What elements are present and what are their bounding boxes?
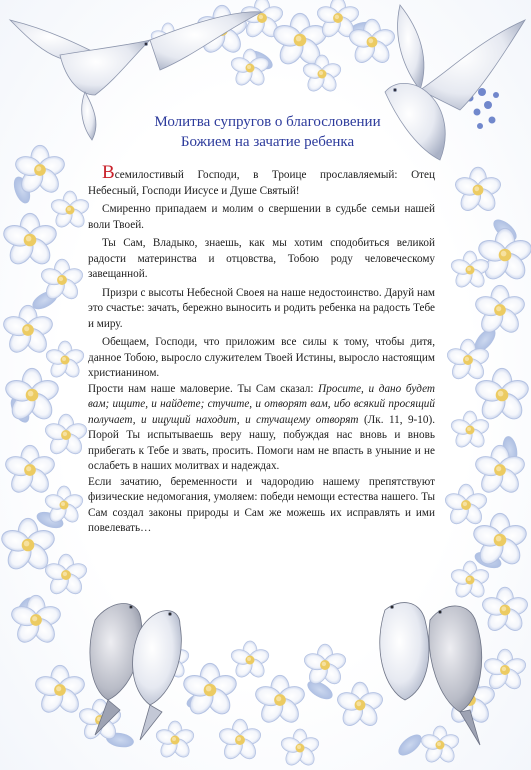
- paragraph-7: Если зачатию, беременности и чадородию нашему препятствуют физические недомогания, умоляем: победи немощи естества нашего. Ты Сам создал законы природы и Сам же можешь их исправлять и ими повелевать…: [88, 475, 435, 534]
- prayer-body: [88, 162, 435, 537]
- doves-bottom-right: [380, 603, 482, 745]
- paragraph-1: [88, 162, 435, 199]
- drop-cap: В: [102, 162, 115, 183]
- paragraph-5: Обещаем, Господи, что приложим все силы к тому, чтобы дитя, данное Тобою, выросло служителем Твоей Истины, выросло настоящим христианином.: [88, 336, 435, 379]
- paragraph-6-end: (Лк. 11, 9-10). Порой Ты испытываешь веру нашу, побуждая нас вновь и вновь прибегать к Тебе и звать, просить. Помоги нам не впасть в уныние и не ослабеть в наших молитвах и надеждах.: [88, 413, 435, 472]
- paragraph-2: Смиренно припадаем и молим о свершении в судьбе семьи нашей воли Твоей.: [88, 203, 435, 231]
- paragraph-1-text: семилостивый Господи, в Троице прославляемый: Отец Небесный, Господи Иисусе и Душе Святый!: [88, 169, 435, 197]
- scripture-quote: Просите, и дано будет вам; ищите, и найдете; стучите, и отворят вам, ибо всякий просящий получает, и ищущий находит, и стучащему отворят: [88, 382, 435, 426]
- title-line-2: Божием на зачатие ребенка: [180, 134, 355, 150]
- paragraph-3: Ты Сам, Владыко, знаешь, как мы хотим сподобиться великой радости материнства и отцовства, Тобою роду человеческому завещанной.: [88, 237, 435, 280]
- prayer-title: [100, 112, 435, 152]
- paragraph-6: [88, 382, 435, 475]
- paragraph-6-start: Прости нам наше маловерие. Ты Сам сказал:: [88, 382, 319, 395]
- paragraph-4: Призри с высоты Небесной Своея на наше недостоинство. Даруй нам это счастье: зачать, бережно выносить и родить ребенка на радость Тебе и миру.: [88, 286, 435, 330]
- title-line-1: Молитва супругов о благословении: [154, 114, 381, 130]
- doves-bottom-left: [90, 604, 181, 740]
